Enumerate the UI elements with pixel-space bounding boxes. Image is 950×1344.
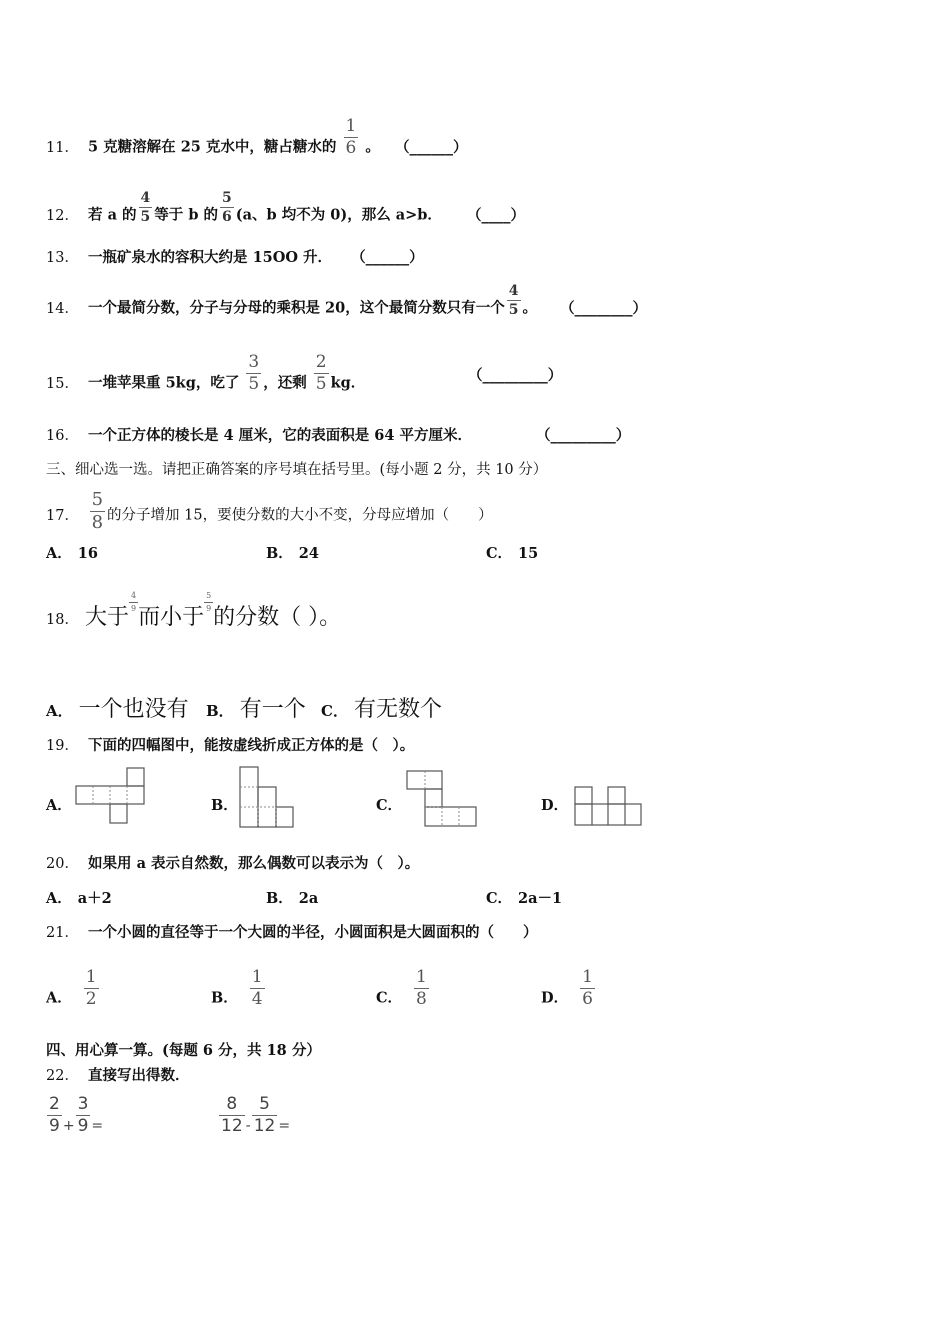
question-16 — [46, 424, 472, 445]
question-20 — [46, 852, 419, 873]
section-title: 三、细心选一选。请把正确答案的序号填在括号里。(每小题 2 分，共 10 分） — [46, 462, 548, 478]
option-d[interactable]: D． — [541, 797, 569, 814]
answer-blank[interactable]: （________） — [560, 299, 648, 317]
question-text: 5 克糖溶解在 25 克水中，糖占糖水的 — [88, 138, 337, 156]
question-number: 12． — [46, 207, 79, 224]
fraction: $\frac{1}{2}$ — [85, 967, 97, 1009]
question-22 — [46, 1064, 190, 1085]
question-text: 直接写出得数． — [88, 1067, 190, 1084]
question-21 — [46, 921, 538, 942]
question-13 — [46, 246, 424, 267]
question-15: 15． 一堆苹果重 5kg，吃了 $\frac{3}{5}$ ，还剩 $\frac{2}{5}$ kg． — [46, 352, 366, 394]
fraction: $\frac{2}{5}$ — [315, 352, 327, 394]
question-17 — [46, 489, 493, 536]
fraction: $\frac{3}{5}$ — [248, 352, 260, 394]
option-a[interactable]: A． — [46, 797, 72, 814]
question-number: 16． — [46, 428, 79, 444]
question-number: 21． — [46, 925, 79, 941]
calc-expression-2: $\frac{8}{12}$ - $\frac{5}{12}$ = — [221, 1094, 291, 1136]
fraction: $\frac{8}{12}$ — [221, 1094, 243, 1136]
option-c[interactable]: C． — [376, 797, 403, 814]
fraction: $\frac{5}{9}$ — [206, 590, 212, 613]
option-c[interactable]: C． 有无数个 — [321, 697, 442, 722]
fraction: $\frac{1}{6}$ — [582, 967, 593, 1009]
question-number: 13． — [46, 250, 79, 266]
question-number: 15． — [46, 375, 79, 392]
option-b[interactable]: B． — [211, 797, 238, 814]
question-text: 一个最简分数，分子与分母的乘积是 20，这个最简分数只有一个 — [88, 299, 505, 317]
question-number: 11． — [46, 139, 79, 156]
answer-blank[interactable]: （______） — [351, 249, 424, 266]
question-text: 一个小圆的直径等于一个大圆的半径，小圆面积是大圆面积的（ ） — [88, 924, 538, 941]
option-c[interactable]: C． $\frac{1}{8}$ — [376, 967, 427, 1009]
option-a[interactable]: A． $\frac{1}{2}$ — [46, 967, 97, 1009]
answer-blank[interactable]: （______） — [394, 138, 468, 156]
question-18: 18． 大于 $\frac{4}{9}$ 而小于 $\frac{5}{9}$ 的分数（ ）。 — [46, 590, 342, 630]
fraction: $\frac{3}{9}$ — [77, 1094, 89, 1136]
answer-blank[interactable]: （_________） — [468, 367, 563, 384]
fraction: $\frac{5}{8}$ — [91, 489, 104, 533]
answer-blank[interactable]: （____） — [467, 206, 525, 224]
option-c[interactable]: C． 2a－1 — [486, 890, 563, 907]
fraction: $\frac{4}{5}$ — [508, 283, 519, 318]
question-number: 14． — [46, 300, 79, 317]
question-text: 如果用 a 表示自然数，那么偶数可以表示为（ ）。 — [88, 855, 420, 872]
fraction: $\frac{5}{6}$ — [222, 190, 232, 225]
cube-net-a — [74, 764, 150, 828]
option-a[interactable]: A． 16 — [46, 545, 98, 562]
fraction: $\frac{1}{4}$ — [251, 967, 263, 1009]
option-b[interactable]: B． 2a — [266, 890, 319, 907]
cube-net-c — [404, 768, 480, 830]
question-text: 的分子增加 15，要使分数的大小不变，分母应增加（ ） — [107, 507, 493, 524]
question-text: 一瓶矿泉水的容积大约是 15OO 升． — [88, 249, 333, 266]
fraction: $\frac{4}{9}$ — [130, 590, 137, 613]
question-number: 18． — [46, 612, 79, 628]
question-11: 11． 5 克糖溶解在 25 克水中，糖占糖水的 $\frac{1}{6}$ 。 （______） — [46, 116, 468, 158]
question-text: 下面的四幅图中，能按虚线折成正方体的是（ ）。 — [88, 737, 415, 754]
question-number: 22． — [46, 1068, 79, 1084]
cube-net-d — [572, 784, 646, 830]
option-b[interactable]: B． 有一个 — [206, 697, 306, 722]
option-b[interactable]: B． $\frac{1}{4}$ — [211, 967, 263, 1009]
option-a[interactable]: A． a＋2 — [46, 890, 112, 907]
fraction: $\frac{1}{8}$ — [416, 967, 427, 1009]
option-a[interactable]: A． 一个也没有 — [46, 697, 189, 722]
option-d[interactable]: D． $\frac{1}{6}$ — [541, 967, 593, 1009]
question-text: 一个正方体的棱长是 4 厘米，它的表面积是 64 平方厘米． — [88, 427, 472, 444]
calc-expression-1: $\frac{2}{9}$ + $\frac{3}{9}$ = — [49, 1094, 104, 1136]
option-c[interactable]: C． 15 — [486, 545, 539, 562]
question-number: 19． — [46, 738, 79, 754]
question-19 — [46, 734, 414, 755]
answer-blank[interactable]: （_________） — [536, 427, 631, 444]
cube-net-b — [238, 764, 298, 830]
option-b[interactable]: B． 24 — [266, 545, 319, 562]
section-title: 四、用心算一算。(每题 6 分，共 18 分） — [46, 1042, 321, 1059]
fraction: $\frac{5}{12}$ — [253, 1094, 276, 1136]
fraction: $\frac{4}{5}$ — [140, 190, 151, 225]
question-number: 20． — [46, 856, 79, 872]
fraction: $\frac{2}{9}$ — [49, 1094, 60, 1136]
fraction: $\frac{1}{6}$ — [345, 116, 357, 158]
question-12: 12． 若 a 的 $\frac{4}{5}$ 等于 b 的 $\frac{5}{6}$ (a、b 均不为 0)，那么 a>b． （____） — [46, 190, 525, 225]
question-number: 17． — [46, 507, 79, 524]
question-14: 14． 一个最简分数，分子与分母的乘积是 20，这个最简分数只有一个 $\frac{4}{5}$ 。 （________） — [46, 283, 648, 318]
